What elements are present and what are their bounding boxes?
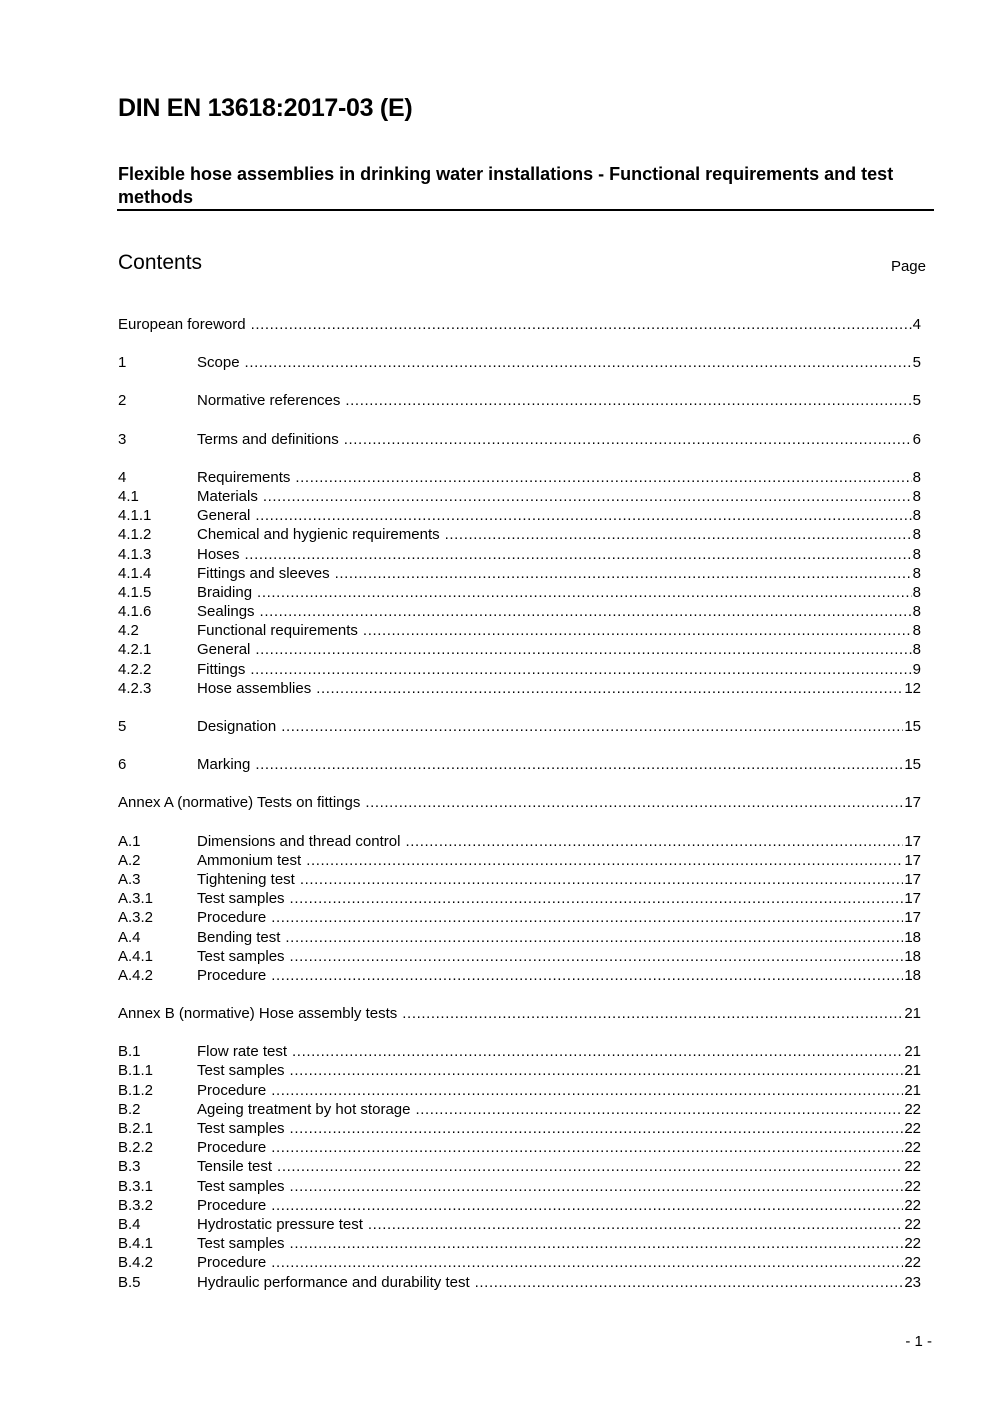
document-subtitle: Flexible hose assemblies in drinking water installations - Functional requirements and test methods <box>118 164 894 207</box>
toc-entry-title: Hydraulic performance and durability test <box>197 1273 470 1291</box>
toc-dot-leader <box>281 717 903 736</box>
toc-entry[interactable] <box>118 1196 921 1215</box>
toc-entry-page: 8 <box>912 603 921 621</box>
toc-entry-number: 4.1.2 <box>118 526 152 544</box>
toc-dot-leader <box>260 602 912 621</box>
toc-entry[interactable] <box>118 1004 921 1023</box>
toc-entry-title: Dimensions and thread control <box>197 832 401 850</box>
toc-entry-page: 17 <box>904 890 921 908</box>
toc-entry-title: Annex B (normative) Hose assembly tests <box>118 1005 398 1023</box>
toc-entry[interactable] <box>118 353 921 372</box>
toc-entry-page: 8 <box>912 487 921 505</box>
toc-entry-number: 6 <box>118 756 127 774</box>
toc-entry-number: 5 <box>118 718 127 735</box>
toc-entry-title: Flow rate test <box>197 1043 288 1061</box>
toc-entry-page: 17 <box>904 794 921 812</box>
toc-entry[interactable] <box>118 1061 921 1080</box>
toc-entry-title: General <box>197 507 251 525</box>
toc-entry-title: Procedure <box>197 1081 267 1099</box>
toc-entry-number: 4.2.2 <box>118 660 152 678</box>
toc-entry-number: B.2.2 <box>118 1139 154 1157</box>
toc-entry-title: Test samples <box>197 890 285 908</box>
toc-entry-number: B.2.1 <box>118 1120 154 1137</box>
toc-entry-number: B.2 <box>118 1100 141 1118</box>
toc-dot-leader <box>245 353 912 372</box>
toc-entry-title: Test samples <box>197 1235 285 1253</box>
toc-entry-title: Ageing treatment by hot storage <box>197 1100 411 1118</box>
toc-entry[interactable] <box>118 1119 921 1138</box>
toc-dot-leader <box>345 391 911 410</box>
toc-entry-number: 4.2.1 <box>118 641 152 659</box>
toc-entry-number: 2 <box>118 392 127 410</box>
toc-entry[interactable] <box>118 889 921 908</box>
toc-entry-page: 22 <box>904 1215 921 1233</box>
toc-entry[interactable] <box>118 468 921 487</box>
toc-entry-title: Hoses <box>197 545 240 563</box>
toc-entry-title: Test samples <box>197 947 285 965</box>
toc-entry-number: A.3.1 <box>118 890 154 908</box>
toc-entry-title: Fittings and sleeves <box>197 564 330 582</box>
toc-entry-title: Scope <box>197 354 240 372</box>
toc-dot-leader <box>290 889 904 908</box>
toc-entry-page: 4 <box>912 316 921 333</box>
toc-entry[interactable] <box>118 545 921 564</box>
toc-dot-leader <box>316 679 903 698</box>
toc-dot-leader <box>306 851 903 870</box>
toc-entry-title: Procedure <box>197 1254 267 1272</box>
toc-entry-number: 1 <box>118 354 127 372</box>
toc-dot-leader <box>271 1081 903 1100</box>
toc-entry-number: B.3.2 <box>118 1196 154 1214</box>
toc-entry-title: Test samples <box>197 1120 285 1137</box>
toc-entry-page: 15 <box>904 756 921 774</box>
toc-entry-title: Procedure <box>197 1139 267 1157</box>
toc-entry-number: 3 <box>118 430 127 448</box>
toc-entry[interactable] <box>118 1042 921 1061</box>
toc-entry-title: Test samples <box>197 1177 285 1195</box>
toc-entry-title: Requirements <box>197 468 291 486</box>
toc-entry-number: A.2 <box>118 851 141 869</box>
toc-entry-number: 4.2 <box>118 622 139 640</box>
toc-entry-number: A.4.2 <box>118 966 154 984</box>
toc-entry-number: 4.1.1 <box>118 507 152 525</box>
toc-dot-leader <box>405 832 903 851</box>
toc-entry[interactable] <box>118 621 921 640</box>
toc-entry-number: A.1 <box>118 832 141 850</box>
toc-entry[interactable] <box>118 908 921 927</box>
toc-entry-title: Fittings <box>197 660 246 678</box>
toc-entry-number: B.3.1 <box>118 1177 154 1195</box>
toc-dot-leader <box>292 1042 903 1061</box>
toc-entry-title: Bending test <box>197 928 281 946</box>
toc-entry-number: B.1.1 <box>118 1062 154 1080</box>
toc-entry[interactable] <box>118 583 921 602</box>
toc-entry-title: Braiding <box>197 583 253 601</box>
toc-dot-leader <box>402 1004 903 1023</box>
toc-entry-page: 9 <box>912 660 921 678</box>
toc-entry-page: 22 <box>904 1196 921 1214</box>
toc-entry[interactable] <box>118 1253 921 1272</box>
toc-entry[interactable] <box>118 602 921 621</box>
toc-entry-title: Terms and definitions <box>197 430 339 448</box>
toc-entry-page: 21 <box>904 1005 921 1023</box>
toc-entry-page: 5 <box>912 354 921 372</box>
toc-entry[interactable] <box>118 660 921 679</box>
toc-entry-page: 8 <box>912 507 921 525</box>
toc-entry[interactable] <box>118 832 921 851</box>
toc-dot-leader <box>251 315 912 334</box>
toc-entry[interactable] <box>118 966 921 985</box>
toc-entry-page: 8 <box>912 526 921 544</box>
toc-entry[interactable] <box>118 1100 921 1119</box>
toc-dot-leader <box>245 545 912 564</box>
toc-entry-page: 8 <box>912 564 921 582</box>
toc-entry-number: 4.1.3 <box>118 545 152 563</box>
toc-entry-page: 22 <box>904 1235 921 1253</box>
toc-entry-page: 15 <box>904 718 921 735</box>
toc-entry-title: Hose assemblies <box>197 679 312 697</box>
toc-entry-page: 22 <box>904 1120 921 1137</box>
toc-dot-leader <box>415 1100 903 1119</box>
toc-entry-title: Procedure <box>197 909 267 927</box>
toc-entry-page: 12 <box>904 679 921 697</box>
toc-dot-leader <box>271 1196 903 1215</box>
toc-entry[interactable] <box>118 640 921 659</box>
toc-entry[interactable] <box>118 870 921 889</box>
toc-entry[interactable] <box>118 430 921 449</box>
toc-entry-number: B.1.2 <box>118 1081 154 1099</box>
toc-entry[interactable] <box>118 564 921 583</box>
toc-dot-leader <box>271 1253 903 1272</box>
toc-entry-title: Tensile test <box>197 1158 273 1176</box>
toc-entry[interactable] <box>118 679 921 698</box>
toc-dot-leader <box>445 525 912 544</box>
toc-dot-leader <box>290 1177 904 1196</box>
toc-entry-page: 5 <box>912 392 921 410</box>
toc-entry-title: Materials <box>197 487 258 505</box>
toc-entry-page: 22 <box>904 1158 921 1176</box>
table-of-contents <box>118 315 921 1292</box>
toc-entry-page: 22 <box>904 1139 921 1157</box>
toc-dot-leader <box>271 966 903 985</box>
document-title: DIN EN 13618:2017-03 (E) <box>118 94 413 122</box>
contents-heading: Contents <box>118 251 203 274</box>
toc-entry-page: 17 <box>904 870 921 888</box>
toc-entry-number: 4.1.4 <box>118 564 152 582</box>
toc-entry-title: Normative references <box>197 392 341 410</box>
toc-entry-number: A.3 <box>118 870 141 888</box>
toc-entry[interactable] <box>118 1215 921 1234</box>
toc-entry[interactable] <box>118 755 921 774</box>
toc-dot-leader <box>300 870 903 889</box>
toc-entry-page: 21 <box>904 1062 921 1080</box>
toc-entry-title: Marking <box>197 756 251 774</box>
title-rule <box>117 209 934 211</box>
toc-dot-leader <box>277 1157 903 1176</box>
toc-entry-page: 21 <box>904 1043 921 1061</box>
toc-entry[interactable] <box>118 525 921 544</box>
toc-entry-page: 22 <box>904 1100 921 1118</box>
page-column-heading: Page <box>890 258 926 275</box>
toc-entry-number: 4.1.6 <box>118 603 152 621</box>
toc-dot-leader <box>257 583 912 602</box>
toc-dot-leader <box>363 621 912 640</box>
page-footer-number: - 1 - <box>905 1333 932 1350</box>
toc-entry[interactable] <box>118 1157 921 1176</box>
toc-dot-leader <box>250 660 911 679</box>
toc-entry-number: A.4.1 <box>118 947 154 965</box>
toc-entry-number: B.1 <box>118 1043 141 1061</box>
toc-entry[interactable] <box>118 928 921 947</box>
toc-entry-page: 8 <box>912 583 921 601</box>
toc-entry-title: Functional requirements <box>197 622 358 640</box>
toc-entry-title: Ammonium test <box>197 851 302 869</box>
toc-entry[interactable] <box>118 1138 921 1157</box>
toc-entry[interactable] <box>118 1177 921 1196</box>
toc-dot-leader <box>271 1138 903 1157</box>
toc-entry-page: 22 <box>904 1177 921 1195</box>
toc-dot-leader <box>255 506 911 525</box>
toc-entry-number: 4.2.3 <box>118 679 152 697</box>
toc-entry-title: European foreword <box>118 316 246 333</box>
toc-entry-number: A.4 <box>118 928 141 946</box>
toc-entry-title: Sealings <box>197 603 255 621</box>
toc-entry[interactable] <box>118 793 921 812</box>
toc-dot-leader <box>335 564 912 583</box>
toc-dot-leader <box>290 1234 904 1253</box>
toc-entry[interactable] <box>118 947 921 966</box>
toc-entry[interactable] <box>118 717 921 736</box>
toc-dot-leader <box>290 947 904 966</box>
toc-entry[interactable] <box>118 851 921 870</box>
toc-dot-leader <box>263 487 912 506</box>
toc-entry-title: Tightening test <box>197 870 295 888</box>
toc-entry[interactable] <box>118 391 921 410</box>
toc-entry-title: Procedure <box>197 1196 267 1214</box>
toc-entry-number: 4 <box>118 468 127 486</box>
toc-entry-page: 18 <box>904 966 921 984</box>
toc-entry-title: Designation <box>197 718 277 735</box>
toc-entry-page: 6 <box>912 430 921 448</box>
toc-entry-title: Test samples <box>197 1062 285 1080</box>
toc-entry-page: 23 <box>904 1273 921 1291</box>
toc-entry-title: Hydrostatic pressure test <box>197 1215 363 1233</box>
toc-entry-number: A.3.2 <box>118 909 154 927</box>
toc-entry-number: B.4 <box>118 1215 141 1233</box>
toc-entry-number: 4.1 <box>118 487 139 505</box>
toc-dot-leader <box>368 1215 903 1234</box>
toc-entry-number: B.5 <box>118 1273 141 1291</box>
toc-entry-page: 8 <box>912 641 921 659</box>
toc-entry-title: General <box>197 641 251 659</box>
toc-dot-leader <box>271 908 903 927</box>
toc-dot-leader <box>255 755 903 774</box>
toc-dot-leader <box>255 640 911 659</box>
toc-entry-page: 17 <box>904 909 921 927</box>
toc-entry[interactable] <box>118 487 921 506</box>
toc-dot-leader <box>295 468 911 487</box>
toc-entry-number: 4.1.5 <box>118 583 152 601</box>
toc-entry-number: B.3 <box>118 1158 141 1176</box>
toc-dot-leader <box>285 928 903 947</box>
toc-entry-title: Chemical and hygienic requirements <box>197 526 440 544</box>
toc-entry-page: 8 <box>912 468 921 486</box>
toc-entry-title: Procedure <box>197 966 267 984</box>
toc-dot-leader <box>290 1061 904 1080</box>
toc-entry-page: 18 <box>904 928 921 946</box>
toc-entry-page: 22 <box>904 1254 921 1272</box>
toc-dot-leader <box>344 430 912 449</box>
toc-entry-page: 8 <box>912 622 921 640</box>
toc-entry-page: 8 <box>912 545 921 563</box>
toc-entry[interactable] <box>118 1273 921 1292</box>
toc-dot-leader <box>475 1273 904 1292</box>
toc-entry[interactable] <box>118 315 921 334</box>
toc-dot-leader <box>365 793 903 812</box>
toc-entry-number: B.4.1 <box>118 1235 154 1253</box>
toc-entry[interactable] <box>118 1234 921 1253</box>
toc-entry-page: 17 <box>904 832 921 850</box>
toc-entry-title: Annex A (normative) Tests on fittings <box>118 794 361 812</box>
toc-dot-leader <box>290 1119 904 1138</box>
toc-entry[interactable] <box>118 506 921 525</box>
toc-entry-number: B.4.2 <box>118 1254 154 1272</box>
toc-entry-page: 18 <box>904 947 921 965</box>
toc-entry-page: 17 <box>904 851 921 869</box>
toc-entry-page: 21 <box>904 1081 921 1099</box>
toc-entry[interactable] <box>118 1081 921 1100</box>
